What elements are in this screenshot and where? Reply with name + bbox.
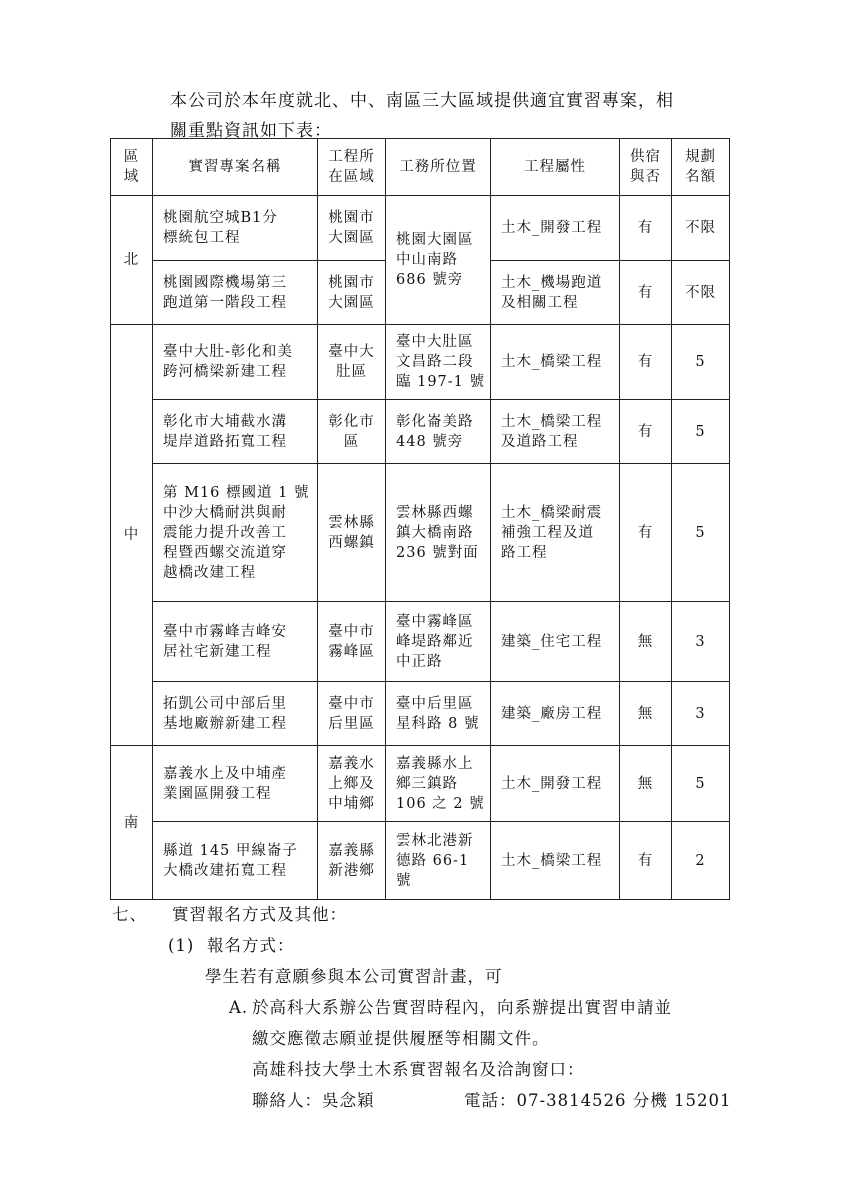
project-type: 建築_廠房工程 [491,682,620,746]
header-project-type: 工程屬性 [491,139,620,196]
project-lodging: 有 [620,325,672,400]
project-quota: 3 [672,602,730,682]
table-row [111,682,730,746]
intro-paragraph [170,86,735,146]
project-type: 土木_橋梁工程 [491,325,620,400]
project-type: 土木_橋梁工程 [491,822,620,900]
project-quota: 5 [672,746,730,822]
project-type: 土木_開發工程 [491,196,620,261]
region-central: 中 [111,325,153,746]
table-row [111,464,730,602]
project-name: 第 M16 標國道 1 號 中沙大橋耐洪與耐 震能力提升改善工 程暨西螺交流道穿 越橋改建工程 [153,464,318,602]
internship-projects-table [110,138,730,900]
project-area: 嘉義水 上鄉及 中埔鄉 [318,746,386,822]
project-area: 桃園市 大園區 [318,196,386,261]
project-name: 嘉義水上及中埔產 業園區開發工程 [153,746,318,822]
section-number: 七、 [112,905,147,924]
table-row [111,325,730,400]
header-quota: 規劃 名額 [672,139,730,196]
project-name: 桃園航空城B1分 標統包工程 [153,196,318,261]
project-lodging: 無 [620,682,672,746]
region-south: 南 [111,746,153,900]
project-lodging: 有 [620,400,672,464]
table-header-row [111,139,730,196]
item-1-label: (1) [168,936,195,955]
project-area: 臺中市 后里區 [318,682,386,746]
project-type: 土木_開發工程 [491,746,620,822]
project-quota: 不限 [672,196,730,261]
header-region: 區 域 [111,139,153,196]
project-quota: 5 [672,464,730,602]
project-lodging: 有 [620,196,672,261]
project-type: 土木_橋梁耐震 補強工程及道 路工程 [491,464,620,602]
project-name: 彰化市大埔截水溝 堤岸道路拓寬工程 [153,400,318,464]
project-lodging: 有 [620,464,672,602]
project-lodging: 有 [620,261,672,325]
region-north: 北 [111,196,153,325]
header-area: 工程所 在區域 [318,139,386,196]
table-row [111,400,730,464]
project-area: 雲林縣 西螺鎮 [318,464,386,602]
project-area: 嘉義縣 新港鄉 [318,822,386,900]
table-row [111,196,730,261]
table-row [111,822,730,900]
header-office-location: 工務所位置 [386,139,491,196]
table-row [111,602,730,682]
step-a-line-1: 於高科大系辦公告實習時程內，向系辦提出實習申請並 [252,998,672,1017]
project-office: 嘉義縣水上 鄉三鎮路 106 之 2 號 [386,746,491,822]
header-lodging: 供宿 與否 [620,139,672,196]
application-intro: 學生若有意願參與本公司實習計畫，可 [205,967,503,986]
section-title: 實習報名方式及其他： [172,905,347,924]
project-type: 建築_住宅工程 [491,602,620,682]
project-quota: 不限 [672,261,730,325]
project-name: 臺中市霧峰吉峰安 居社宅新建工程 [153,602,318,682]
project-lodging: 有 [620,822,672,900]
contact-title: 高雄科技大學土木系實習報名及洽詢窗口： [252,1060,585,1079]
project-quota: 5 [672,325,730,400]
intro-line-2: 關重點資訊如下表： [170,121,332,141]
header-project-name: 實習專案名稱 [153,139,318,196]
project-quota: 3 [672,682,730,746]
project-office: 雲林縣西螺 鎮大橋南路 236 號對面 [386,464,491,602]
project-office: 雲林北港新 德路 66-1 號 [386,822,491,900]
project-office: 臺中后里區 星科路 8 號 [386,682,491,746]
project-office: 桃園大園區 中山南路 686 號旁 [386,196,491,325]
table-row [111,746,730,822]
project-name: 桃園國際機場第三 跑道第一階段工程 [153,261,318,325]
contact-person: 聯絡人：吳念穎 [252,1091,375,1110]
project-type: 土木_橋梁工程 及道路工程 [491,400,620,464]
project-office: 彰化崙美路 448 號旁 [386,400,491,464]
project-area: 桃園市 大園區 [318,261,386,325]
project-type: 土木_機場跑道 及相關工程 [491,261,620,325]
project-area: 彰化市 區 [318,400,386,464]
project-office: 臺中霧峰區 峰堤路鄰近 中正路 [386,602,491,682]
step-a-label: A. [229,998,249,1017]
step-a-line-2: 繳交應徵志願並提供履歷等相關文件。 [252,1029,550,1048]
project-area: 臺中市 霧峰區 [318,602,386,682]
project-quota: 2 [672,822,730,900]
project-office: 臺中大肚區 文昌路二段 臨 197-1 號 [386,325,491,400]
project-lodging: 無 [620,746,672,822]
project-name: 拓凱公司中部后里 基地廠辦新建工程 [153,682,318,746]
project-name: 臺中大肚-彰化和美 跨河橋梁新建工程 [153,325,318,400]
item-1-title: 報名方式： [207,936,295,955]
project-area: 臺中大 肚區 [318,325,386,400]
project-name: 縣道 145 甲線崙子 大橋改建拓寬工程 [153,822,318,900]
project-quota: 5 [672,400,730,464]
intro-line-1: 本公司於本年度就北、中、南區三大區域提供適宜實習專案，相 [170,91,674,111]
project-lodging: 無 [620,602,672,682]
contact-phone: 電話：07-3814526 分機 15201 [464,1091,732,1110]
